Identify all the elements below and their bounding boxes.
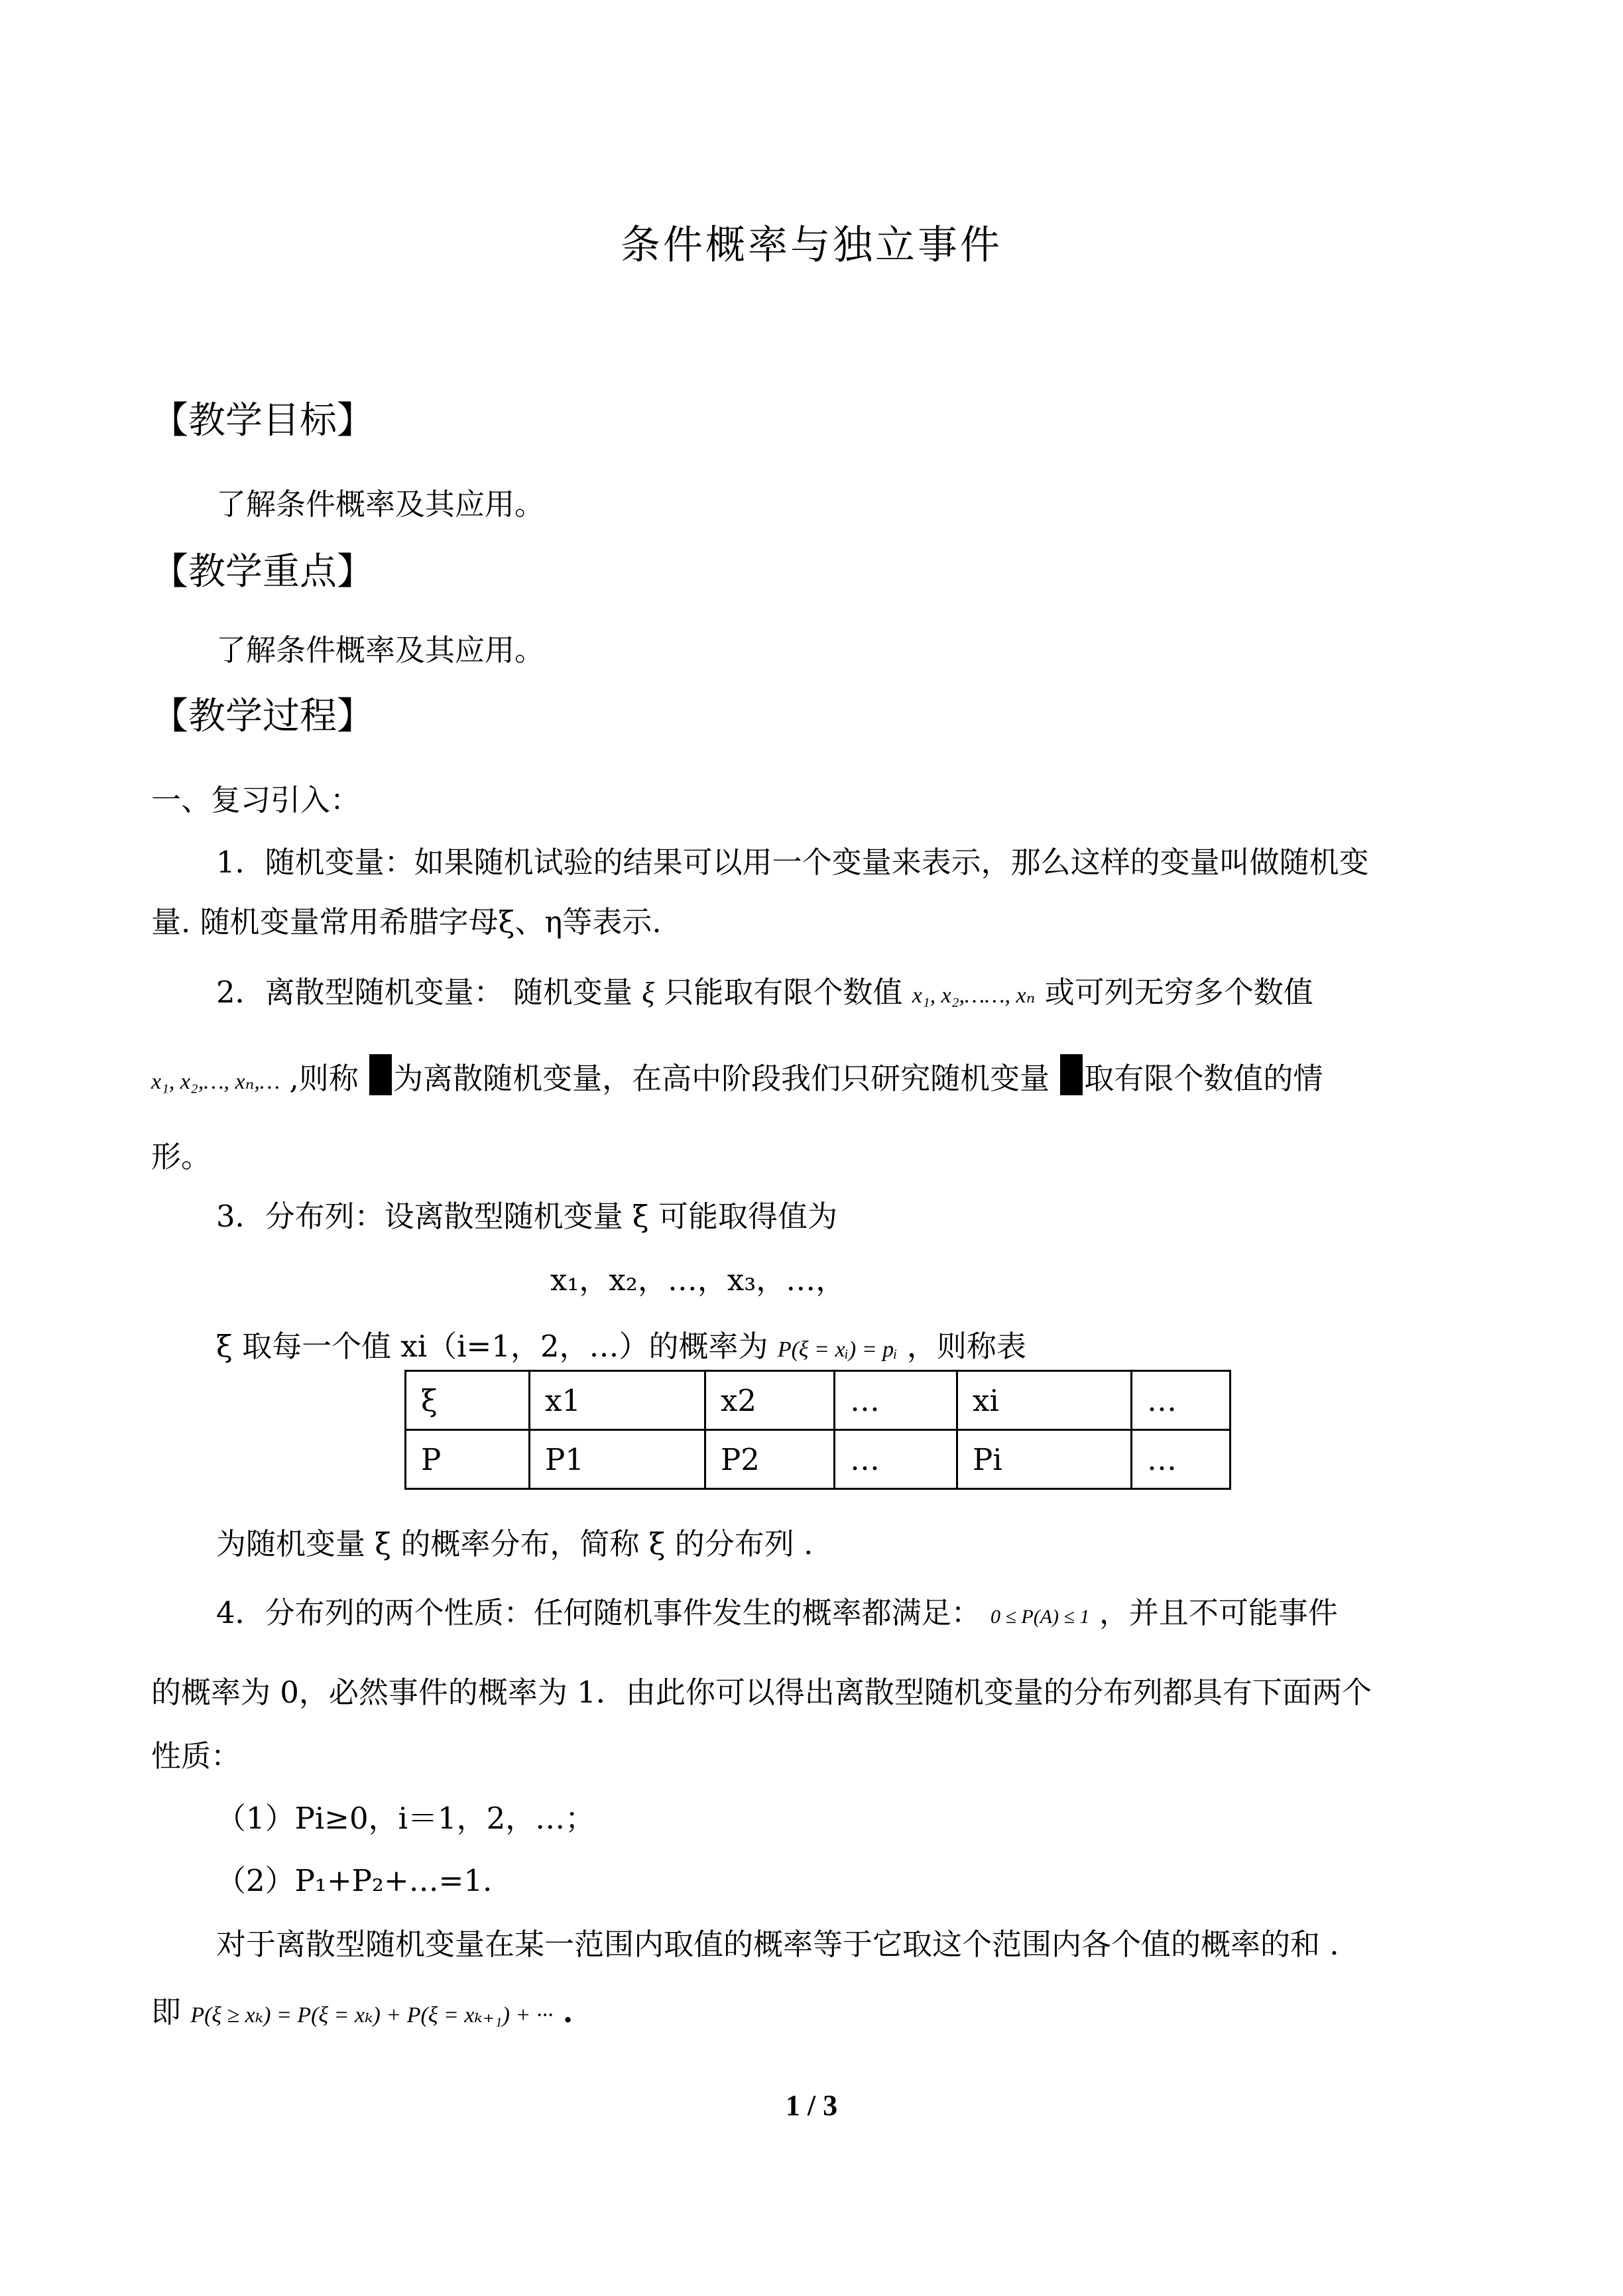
- table-row: [406, 1371, 1231, 1430]
- table-row: [406, 1430, 1231, 1489]
- review-intro: 一、复习引入：: [151, 782, 361, 817]
- distribution-table: [404, 1370, 1231, 1490]
- p4-line1: [216, 1589, 1338, 1632]
- p5-text-a: 即: [151, 1994, 182, 2029]
- goal-text: 了解条件概率及其应用。: [216, 487, 545, 522]
- probability-bounds-formula: 0 ≤ P(A) ≤ 1: [990, 1606, 1090, 1628]
- table-cell: x2: [705, 1371, 835, 1430]
- p5-text-b: .: [562, 1994, 573, 2029]
- p1-line1: 1．随机变量：如果随机试验的结果可以用一个变量来表示，那么这样的变量叫做随机变: [216, 845, 1369, 880]
- p3-line3: [216, 1322, 1026, 1365]
- table-cell: Pi: [957, 1430, 1132, 1489]
- p4-text-a: 4．分布列的两个性质：任何随机事件发生的概率都满足：: [216, 1595, 981, 1630]
- value-sequence-finite: x₁, x₂,……, xₙ: [912, 983, 1036, 1008]
- process-heading: 【教学过程】: [151, 695, 374, 738]
- p2-text-e: 为离散随机变量，在高中阶段我们只研究随机变量: [393, 1061, 1050, 1096]
- xi-symbol: ξ: [642, 977, 655, 1009]
- cumulative-formula: P(ξ ≥ xₖ) = P(ξ = xₖ) + P(ξ = xₖ₊₁) + ···: [190, 2003, 554, 2027]
- p2-text-b: 只能取有限个数值: [664, 975, 903, 1010]
- page-number: 1 / 3: [785, 2089, 838, 2122]
- p3-text-a: ξ 取每一个值 xi（i=1，2，…）的概率为: [216, 1329, 768, 1364]
- p3-text-b: ，则称表: [906, 1329, 1026, 1364]
- table-cell: xi: [957, 1371, 1132, 1430]
- p2-text-c: 或可列无穷多个数值: [1044, 975, 1313, 1010]
- p3-values: x₁，x₂，…，x₃，…，: [550, 1262, 846, 1298]
- p2-text-f: 取有限个数值的情: [1084, 1061, 1323, 1096]
- p4-text-b: ，并且不可能事件: [1099, 1595, 1338, 1630]
- table-cell: P1: [530, 1430, 705, 1489]
- p2-text-a: 2．离散型随机变量： 随机变量: [216, 975, 632, 1010]
- value-sequence-infinite: x₁, x₂,…, xₙ,…: [151, 1069, 280, 1094]
- p5-line1: 对于离散型随机变量在某一范围内取值的概率等于它取这个范围内各个值的概率的和 .: [216, 1927, 1339, 1962]
- p2-text-d: ,则称: [289, 1061, 359, 1096]
- property-2: （2）P₁+P₂+…=1.: [216, 1863, 493, 1898]
- table-cell: x1: [530, 1371, 705, 1430]
- table-cell: ξ: [406, 1371, 530, 1430]
- probability-formula: P(ξ = xᵢ) = pᵢ: [777, 1337, 898, 1362]
- property-1: （1）Pi≥0，i＝1，2，…；: [216, 1801, 595, 1836]
- table-cell: P: [406, 1430, 530, 1489]
- page-title: 条件概率与独立事件: [621, 222, 1002, 269]
- table-cell: …: [1132, 1430, 1231, 1489]
- table-cell: …: [835, 1430, 957, 1489]
- table-cell: …: [835, 1371, 957, 1430]
- redacted-symbol: [1060, 1054, 1083, 1095]
- table-cell: P2: [705, 1430, 835, 1489]
- p1-line2: 量. 随机变量常用希腊字母ξ、η等表示.: [151, 904, 662, 939]
- p4-line2: 的概率为 0，必然事件的概率为 1．由此你可以得出离散型随机变量的分布列都具有下面两个: [151, 1675, 1372, 1710]
- focus-heading: 【教学重点】: [151, 550, 374, 593]
- p5-line2: [151, 1988, 573, 2031]
- goal-heading: 【教学目标】: [151, 399, 374, 442]
- p2-line1: [216, 968, 1313, 1011]
- p4-line3: 性质：: [151, 1738, 241, 1774]
- focus-text: 了解条件概率及其应用。: [216, 633, 545, 668]
- p3-line1: 3．分布列：设离散型随机变量 ξ 可能取得值为: [216, 1199, 838, 1234]
- redacted-symbol: [369, 1054, 392, 1095]
- p3-after: 为随机变量 ξ 的概率分布，简称 ξ 的分布列 .: [216, 1526, 813, 1561]
- p2-line2: [151, 1054, 1323, 1097]
- table-cell: …: [1132, 1371, 1231, 1430]
- p2-line3: 形。: [151, 1139, 211, 1174]
